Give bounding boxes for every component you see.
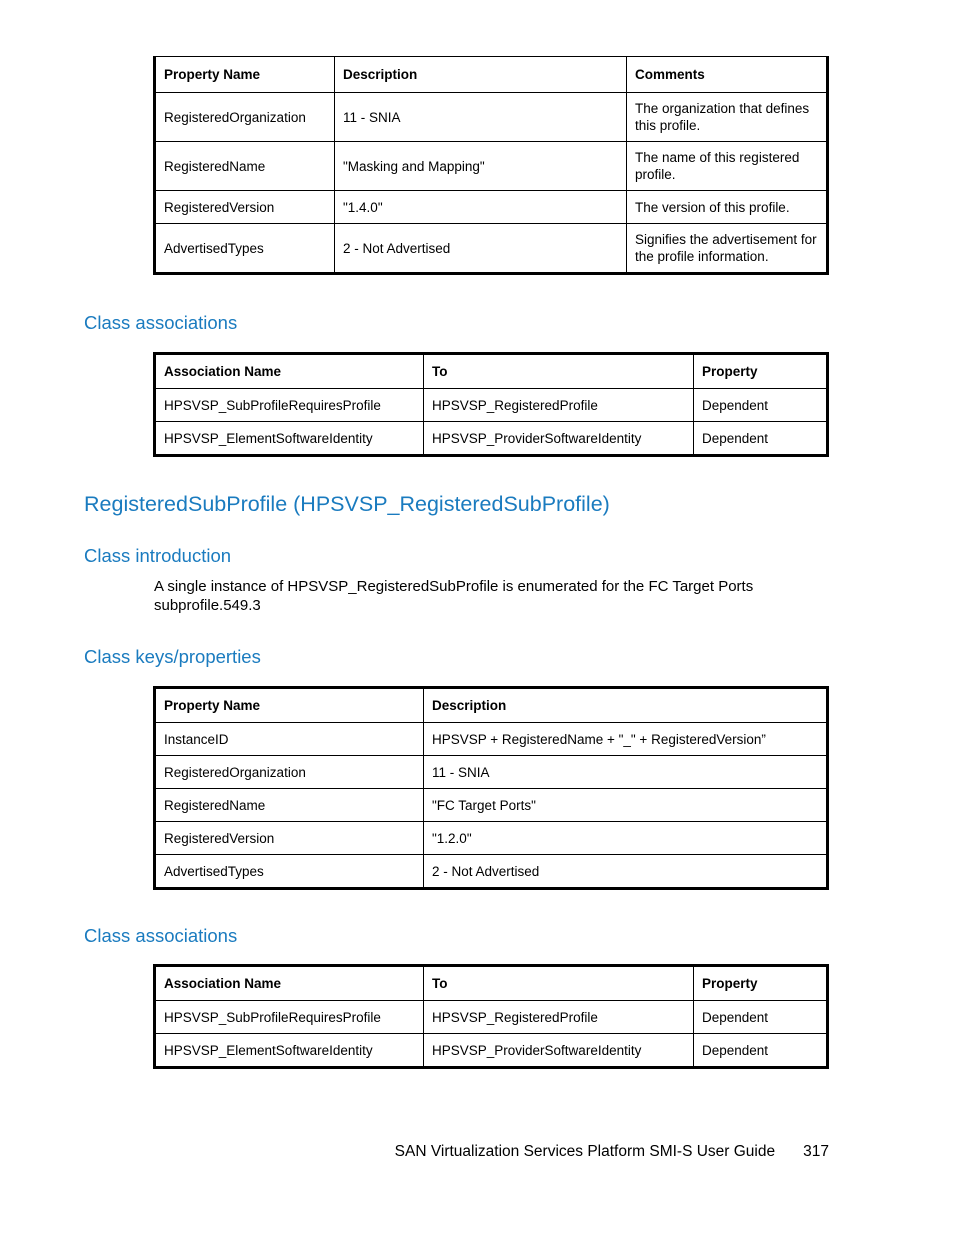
table-cell: The version of this profile.	[627, 191, 828, 224]
table-cell: AdvertisedTypes	[155, 224, 335, 274]
table-row	[155, 389, 828, 422]
column-header: Association Name	[155, 354, 424, 389]
table-cell: RegisteredName	[155, 142, 335, 191]
column-header: Description	[335, 57, 627, 93]
table-row	[155, 191, 828, 224]
table-cell: "1.4.0"	[335, 191, 627, 224]
column-header: Property Name	[155, 688, 424, 723]
table-cell: RegisteredVersion	[155, 191, 335, 224]
table-cell: HPSVSP_SubProfileRequiresProfile	[155, 389, 424, 422]
table-cell: HPSVSP_ProviderSoftwareIdentity	[424, 422, 694, 456]
table-cell: RegisteredVersion	[155, 822, 424, 855]
table-row	[155, 855, 828, 889]
table-cell: Dependent	[694, 1034, 828, 1068]
table-header-row	[155, 57, 828, 93]
table-cell: 11 - SNIA	[335, 93, 627, 142]
column-header: Property	[694, 354, 828, 389]
table-cell: HPSVSP_ElementSoftwareIdentity	[155, 422, 424, 456]
column-header: Property	[694, 966, 828, 1001]
table-row	[155, 1034, 828, 1068]
table-cell: HPSVSP_ProviderSoftwareIdentity	[424, 1034, 694, 1068]
table-cell: 11 - SNIA	[424, 756, 828, 789]
column-header: To	[424, 354, 694, 389]
main-heading: RegisteredSubProfile (HPSVSP_RegisteredSubProfile)	[84, 492, 610, 516]
table-header-row	[155, 966, 828, 1001]
table-cell: InstanceID	[155, 723, 424, 756]
column-header: To	[424, 966, 694, 1001]
table-cell: The name of this registered profile.	[627, 142, 828, 191]
page-footer	[380, 1143, 829, 1161]
table-row	[155, 93, 828, 142]
column-header: Property Name	[155, 57, 335, 93]
class-associations-table	[153, 352, 829, 457]
section-heading: Class introduction	[84, 545, 232, 566]
profile-properties-table	[153, 56, 829, 275]
table-row	[155, 789, 828, 822]
column-header: Association Name	[155, 966, 424, 1001]
table-cell: "Masking and Mapping"	[335, 142, 627, 191]
column-header: Comments	[627, 57, 828, 93]
table-cell: RegisteredOrganization	[155, 756, 424, 789]
table-cell: HPSVSP_ElementSoftwareIdentity	[155, 1034, 424, 1068]
table-row	[155, 822, 828, 855]
table-cell: 2 - Not Advertised	[424, 855, 828, 889]
table-cell: 2 - Not Advertised	[335, 224, 627, 274]
table-row	[155, 723, 828, 756]
table-header-row	[155, 688, 828, 723]
table-cell: RegisteredOrganization	[155, 93, 335, 142]
table-cell: AdvertisedTypes	[155, 855, 424, 889]
table-cell: Dependent	[694, 1001, 828, 1034]
table-cell: Signifies the advertisement for the profile information.	[627, 224, 828, 274]
table-cell: HPSVSP + RegisteredName + "_" + RegisteredVersion”	[424, 723, 828, 756]
section-heading: Class associations	[84, 925, 238, 946]
table-cell: HPSVSP_SubProfileRequiresProfile	[155, 1001, 424, 1034]
section-heading: Class keys/properties	[84, 646, 261, 667]
table-cell: Dependent	[694, 389, 828, 422]
table-cell: "FC Target Ports"	[424, 789, 828, 822]
document-title: SAN Virtualization Services Platform SMI-S User Guide	[394, 1143, 776, 1160]
table-cell: HPSVSP_RegisteredProfile	[424, 389, 694, 422]
class-keys-properties-table	[153, 686, 829, 890]
table-cell: HPSVSP_RegisteredProfile	[424, 1001, 694, 1034]
table-cell: Dependent	[694, 422, 828, 456]
table-row	[155, 422, 828, 456]
table-row	[155, 756, 828, 789]
table-header-row	[155, 354, 828, 389]
table-cell: RegisteredName	[155, 789, 424, 822]
table-row	[155, 142, 828, 191]
class-introduction-text: A single instance of HPSVSP_RegisteredSubProfile is enumerated for the FC Target Ports subprofile.549.3	[154, 578, 754, 614]
page-number: 317	[803, 1143, 829, 1160]
section-heading: Class associations	[84, 312, 238, 333]
table-cell: The organization that defines this profile.	[627, 93, 828, 142]
class-associations-table	[153, 964, 829, 1069]
table-cell: "1.2.0"	[424, 822, 828, 855]
table-row	[155, 1001, 828, 1034]
column-header: Description	[424, 688, 828, 723]
table-row	[155, 224, 828, 274]
